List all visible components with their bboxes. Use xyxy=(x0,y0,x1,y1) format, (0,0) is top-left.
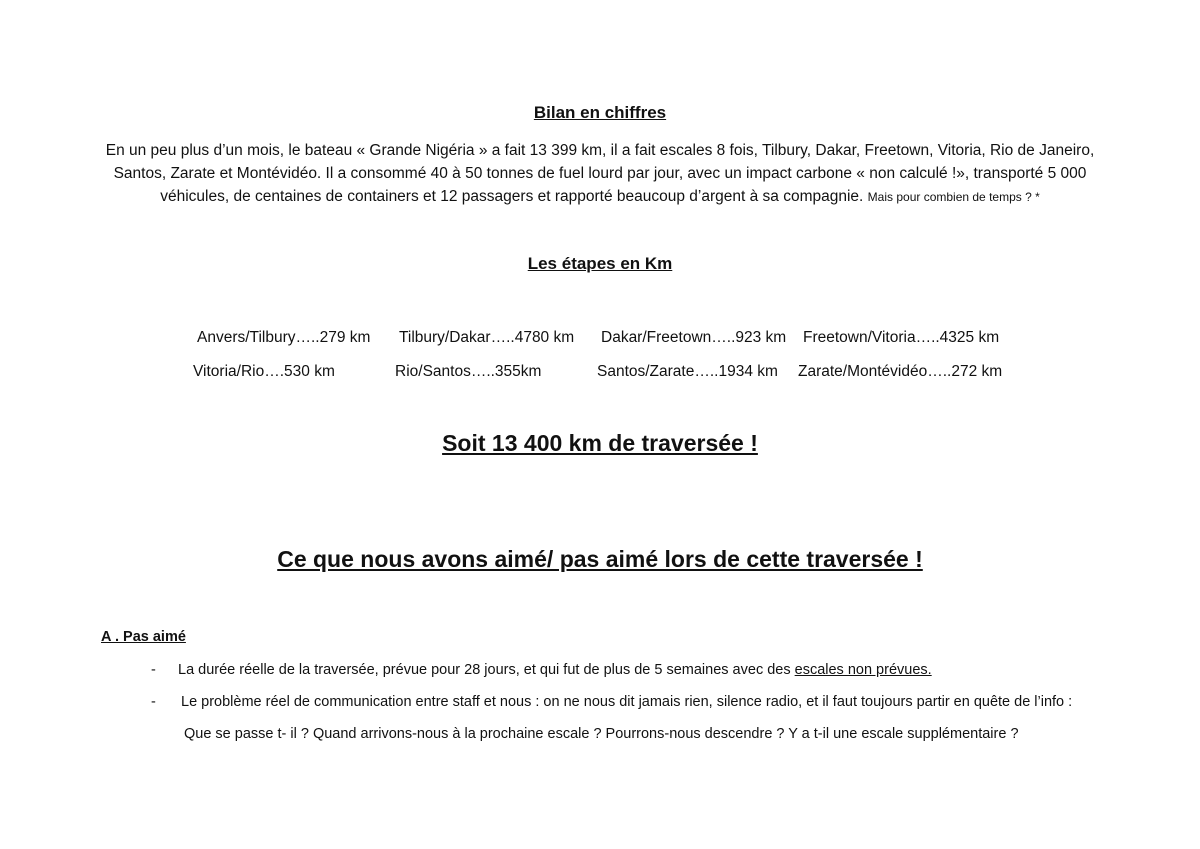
bullet-dash-2: - xyxy=(151,694,156,710)
bullet-item-2-line-1: Le problème réel de communication entre staff et nous : on ne nous dit jamais rien, silence radio, et il faut toujours partir en quête de l’info : xyxy=(181,694,1073,710)
etape-anvers-tilbury: Anvers/Tilbury…..279 km xyxy=(197,329,371,346)
section-a-title: A . Pas aimé xyxy=(101,629,186,645)
etape-freetown-vitoria: Freetown/Vitoria…..4325 km xyxy=(803,329,1000,346)
bilan-title: Bilan en chiffres xyxy=(533,103,667,122)
etape-zarate-montevideo: Zarate/Montévidéo…..272 km xyxy=(798,363,1003,380)
bullet-item-1-underlined: escales non prévues. xyxy=(794,662,932,678)
bilan-small-note: Mais pour combien de temps ? * xyxy=(867,190,1040,204)
etape-tilbury-dakar: Tilbury/Dakar…..4780 km xyxy=(399,329,575,346)
bilan-paragraph-text: En un peu plus d’un mois, le bateau « Grande Nigéria » a fait 13 399 km, il a fait escales 8 fois, Tilbury, Dakar, Freetown, Vitoria, Rio de Janeiro, Santos, Zarate et Montévidéo. Il a consommé 40 à 50 tonnes de fuel lourd par jour, avec un impact carbone « non calculé !», transporté 5 000 véhicules, de centaines de containers et 12 passagers et rapporté beaucoup d’argent à sa compagnie. xyxy=(105,142,1095,205)
aime-title: Ce que nous avons aimé/ pas aimé lors de cette traversée ! xyxy=(277,546,923,572)
etapes-title: Les étapes en Km xyxy=(527,254,673,273)
bilan-paragraph xyxy=(95,139,1105,209)
bullet-dash-1: - xyxy=(151,662,156,678)
bullet-item-2-line-2: Que se passe t- il ? Quand arrivons-nous à la prochaine escale ? Pourrons-nous descendre ? Y a t-il une escale supplémentaire ? xyxy=(184,726,1019,742)
total-distance: Soit 13 400 km de traversée ! xyxy=(442,430,758,456)
bullet-item-1 xyxy=(178,662,932,678)
etape-santos-zarate: Santos/Zarate…..1934 km xyxy=(597,363,778,380)
etape-rio-santos: Rio/Santos…..355km xyxy=(395,363,542,380)
etape-vitoria-rio: Vitoria/Rio….530 km xyxy=(193,363,335,380)
etape-dakar-freetown: Dakar/Freetown…..923 km xyxy=(601,329,787,346)
bullet-item-1-text: La durée réelle de la traversée, prévue pour 28 jours, et qui fut de plus de 5 semaines avec des xyxy=(178,662,795,678)
